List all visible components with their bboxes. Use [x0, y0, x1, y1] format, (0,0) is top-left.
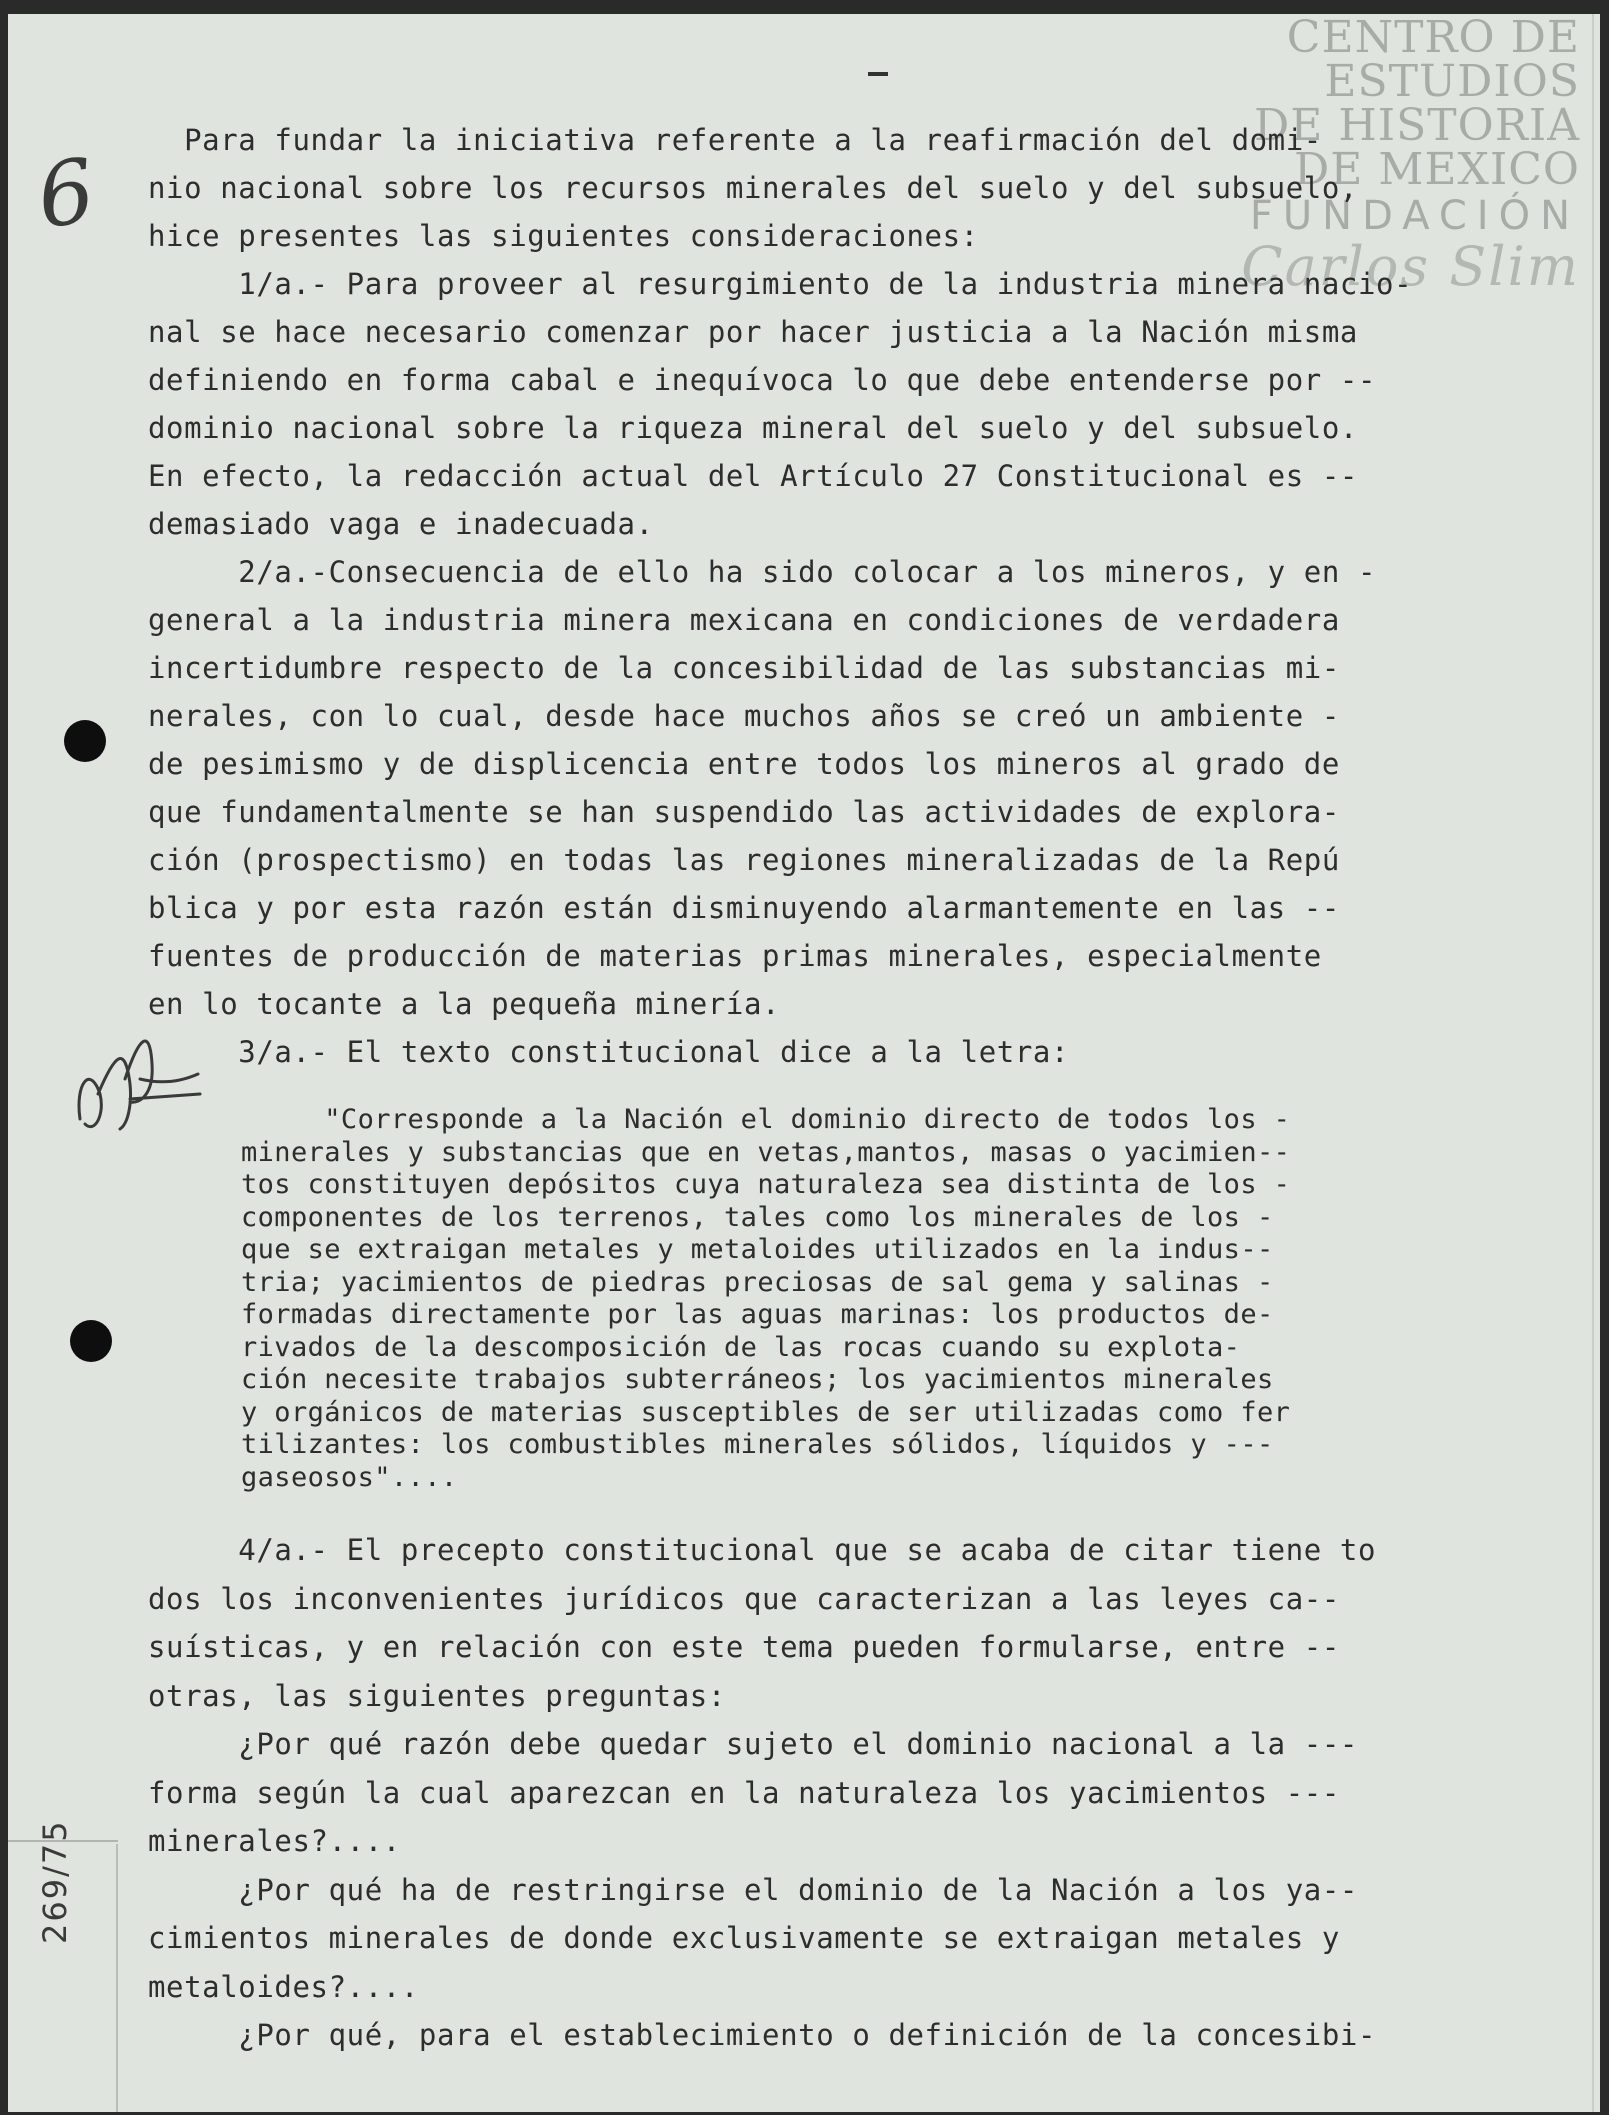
punch-hole-bottom	[70, 1320, 112, 1362]
watermark-signature: Carlos Slim	[1241, 235, 1580, 298]
text-line: Para fundar la iniciativa referente a la reafirmación del domi-	[148, 123, 1322, 157]
text-line: blica y por esta razón están disminuyendo alarmantemente en las --	[148, 891, 1340, 925]
watermark-line-2: ESTUDIOS	[1324, 56, 1580, 107]
text-line: 3/a.- El texto constitucional dice a la letra:	[148, 1035, 1070, 1069]
body-text-continued	[148, 1526, 1498, 2060]
text-line: en lo tocante a la pequeña minería.	[148, 987, 781, 1021]
quote-line: rivados de la descomposición de las rocas cuando su explota-	[241, 1331, 1241, 1363]
text-line: cimientos minerales de donde exclusivamente se extraigan metales y	[148, 1921, 1340, 1955]
text-line: ción (prospectismo) en todas las regiones mineralizadas de la Repú	[148, 843, 1340, 877]
text-line: otras, las siguientes preguntas:	[148, 1678, 726, 1713]
margin-rule-vertical	[116, 1844, 118, 2112]
text-line: hice presentes las siguientes consideraciones:	[148, 219, 979, 253]
quote-line: tria; yacimientos de piedras preciosas de sal gema y salinas -	[241, 1266, 1274, 1298]
text-line: demasiado vaga e inadecuada.	[148, 507, 654, 541]
text-line: nal se hace necesario comenzar por hacer justicia a la Nación misma	[148, 315, 1358, 349]
quote-line: ción necesite trabajos subterráneos; los yacimientos minerales	[241, 1364, 1274, 1395]
quote-line: gaseosos"....	[241, 1461, 458, 1493]
text-line: definiendo en forma cabal e inequívoca lo que debe entenderse por --	[148, 363, 1377, 397]
quote-line: formadas directamente por las aguas marinas: los productos de-	[241, 1299, 1274, 1330]
quote-line: tilizantes: los combustibles minerales sólidos, líquidos y ---	[241, 1429, 1274, 1460]
constitutional-quote	[241, 1104, 1471, 1494]
text-line: de pesimismo y de displicencia entre todos los mineros al grado de	[148, 747, 1340, 781]
text-line: 2/a.-Consecuencia de ello ha sido colocar a los mineros, y en -	[148, 555, 1377, 589]
handwritten-page-mark: 6	[31, 138, 101, 249]
page-edge	[1592, 14, 1594, 2112]
quote-line: minerales y substancias que en vetas,mantos, masas o yacimien--	[241, 1136, 1291, 1168]
text-line: que fundamentalmente se han suspendido las actividades de explora-	[148, 795, 1340, 829]
watermark-line-3: DE HISTORIA	[1254, 100, 1580, 151]
text-line: fuentes de producción de materias primas minerales, especialmente	[148, 939, 1322, 973]
text-line: general a la industria minera mexicana en condiciones de verdadera	[148, 603, 1340, 637]
top-dash-mark	[868, 72, 888, 76]
quote-line: y orgánicos de materias susceptibles de ser utilizadas como fer	[241, 1396, 1291, 1428]
text-line: nio nacional sobre los recursos minerales del suelo y del subsuelo,	[148, 171, 1358, 205]
text-line: ¿Por qué razón debe quedar sujeto el dominio nacional a la ---	[148, 1727, 1358, 1761]
text-line: 4/a.- El precepto constitucional que se acaba de citar tiene to	[148, 1533, 1377, 1567]
watermark-line-1: CENTRO DE	[1286, 14, 1580, 63]
watermark-line-4: DE MEXICO	[1294, 144, 1580, 195]
text-line: incertidumbre respecto de la concesibilidad de las substancias mi-	[148, 651, 1340, 685]
text-line: ¿Por qué, para el establecimiento o definición de la concesibi-	[148, 2018, 1377, 2052]
text-line: ¿Por qué ha de restringirse el dominio de la Nación a los ya--	[148, 1872, 1358, 1907]
text-line: nerales, con lo cual, desde hace muchos años se creó un ambiente -	[148, 699, 1340, 733]
quote-line: que se extraigan metales y metaloides utilizados en la indus--	[241, 1234, 1274, 1265]
text-line: 1/a.- Para proveer al resurgimiento de la industria minera nacio-	[148, 267, 1413, 301]
punch-hole-top	[64, 720, 106, 762]
text-line: suísticas, y en relación con este tema pueden formularse, entre --	[148, 1630, 1340, 1664]
text-line: dominio nacional sobre la riqueza mineral del suelo y del subsuelo.	[148, 411, 1358, 445]
text-line: metaloides?....	[148, 1969, 419, 2004]
document-number: 269/75	[36, 1819, 74, 1944]
watermark-foundation: FUNDACIÓN	[1249, 193, 1580, 239]
text-line: forma según la cual aparezcan en la naturaleza los yacimientos ---	[148, 1775, 1340, 1810]
quote-line: tos constituyen depósitos cuya naturaleza sea distinta de los -	[241, 1169, 1291, 1200]
document-page	[8, 14, 1600, 2112]
body-text	[148, 116, 1498, 1076]
quote-line: "Corresponde a la Nación el dominio directo de todos los -	[241, 1104, 1291, 1135]
quote-line: componentes de los terrenos, tales como los minerales de los -	[241, 1201, 1274, 1233]
text-line: En efecto, la redacción actual del Artículo 27 Constitucional es --	[148, 459, 1358, 493]
text-line: minerales?....	[148, 1824, 401, 1858]
text-line: dos los inconvenientes jurídicos que caracterizan a las leyes ca--	[148, 1581, 1340, 1616]
